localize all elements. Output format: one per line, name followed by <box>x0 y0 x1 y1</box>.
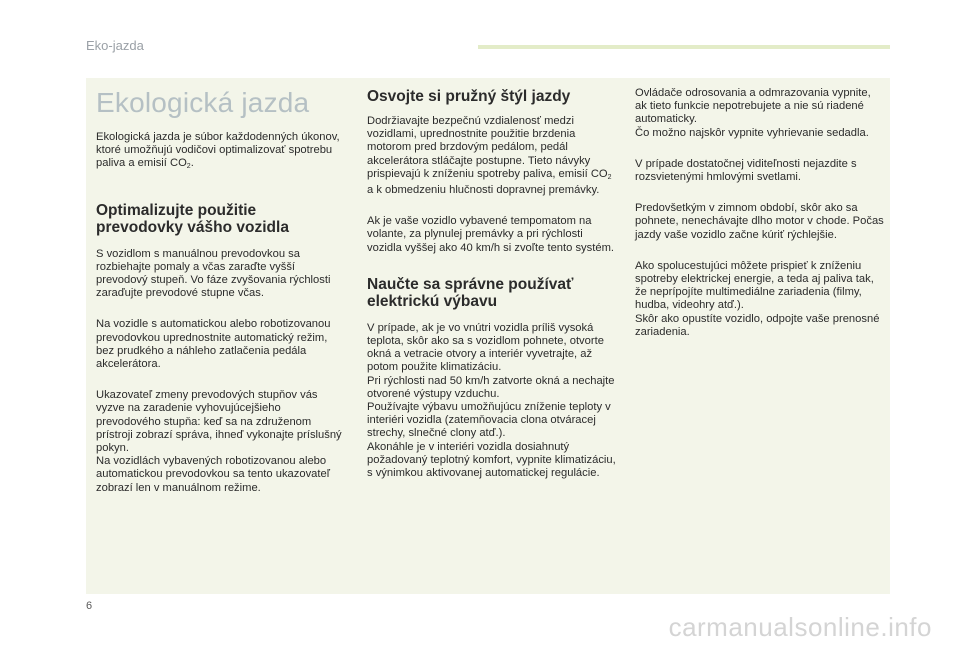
content-panel <box>86 78 890 594</box>
paragraph-winter: Predovšetkým v zimnom období, skôr ako sa pohnete, nenechávajte dlho motor v chode. Počas jazdy vaše vozidlo začne kúriť rýchlejšie. <box>635 202 884 241</box>
safe-distance-subscript: 2 <box>607 173 612 181</box>
page-number: 6 <box>86 600 93 612</box>
paragraph-manual-gearbox: S vozidlom s manuálnou prevodovkou sa rozbiehajte pomaly a včas zaraďte vyšší prevodový stupeň. Vo fáze zvyšovania rýchlosti zaraďujte prevodové stupne včas. <box>96 247 331 300</box>
intro-text: Ekologická jazda je súbor každodenných úkonov, ktoré umožňujú vodičovi optimalizovať spotrebu paliva a emisií CO <box>96 131 340 170</box>
paragraph-fog-lights: V prípade dostatočnej viditeľnosti nejazdite s rozsvietenými hmlovými svetlami. <box>635 157 857 184</box>
column-2 <box>367 78 617 480</box>
heading-gearbox-line1: Optimalizujte použitie <box>96 201 257 219</box>
column-1 <box>96 78 346 495</box>
paragraph-gear-indicator-robot: Na vozidlách vybavených robotizovanou alebo automatickou prevodovkou sa tento ukazovateľ zobrazí len v manuálnom režime. <box>96 455 330 494</box>
heading-gearbox-line2: prevodovky vášho vozidla <box>96 218 289 236</box>
heading-equipment-line2: elektrickú výbavu <box>367 292 498 310</box>
intro-end: . <box>190 157 194 170</box>
paragraph-shading: Používajte výbavu umožňujúcu zníženie teploty v interiéri vozidla (zatemňovacia clona otváracej strechy, slnečné clony atď.). <box>367 401 611 440</box>
paragraph-safe-distance <box>367 115 617 197</box>
paragraph-cruise-control: Ak je vaše vozidlo vybavené tempomatom na volante, za plynulej premávky a pri rýchlosti vozidla vyššej ako 40 km/h si zvoľte tento systém. <box>367 215 614 254</box>
heading-electrical-equipment <box>367 276 617 310</box>
safe-distance-text: Dodržiavajte bezpečnú vzdialenosť medzi vozidlami, uprednostnite použitie brzdenia motorom pred brzdovým pedálom, pedál akcelerátora stláčajte postupne. Tieto návyky prispievajú k zníženiu spotreby paliva, emisií CO <box>367 115 608 180</box>
intro-subscript: 2 <box>186 163 191 171</box>
heading-gearbox <box>96 202 346 236</box>
heading-driving-style: Osvojte si pružný štýl jazdy <box>367 88 571 105</box>
page-title: Ekologická jazda <box>96 87 310 118</box>
paragraph-unplug-devices: Skôr ako opustíte vozidlo, odpojte vaše prenosné zariadenia. <box>635 312 880 338</box>
paragraph-ventilation: V prípade, ak je vo vnútri vozidla príliš vysoká teplota, skôr ako sa s vozidlom pohnete, otvorte okná a vetracie otvory a interiér vyvetrajte, až potom použite klimatizáciu. <box>367 321 604 374</box>
column-3 <box>635 78 885 339</box>
section-header-title: Eko-jazda <box>86 38 144 53</box>
section-header-bar <box>478 45 890 49</box>
paragraph-passenger: Ako spolucestujúci môžete prispieť k zníženiu spotreby elektrickej energie, a teda aj paliva tak, že neprípojíte multimediálne zariadenia (filmy, hudba, videohry atď.). <box>635 259 874 312</box>
intro-paragraph <box>96 131 346 174</box>
heading-equipment-line1: Naučte sa správne používať <box>367 275 574 293</box>
paragraph-defrost: Ovládače odrosovania a odmrazovania vypnite, ak tieto funkcie nepotrebujete a nie sú riadené automaticky. <box>635 87 871 126</box>
paragraph-seat-heating: Čo možno najskôr vypnite vyhrievanie sedadla. <box>635 126 869 139</box>
safe-distance-end: a k obmedzeniu hlučnosti dopravnej premávky. <box>367 184 600 197</box>
watermark-logo: carmanualsonline.info <box>668 612 932 642</box>
paragraph-automatic-gearbox: Na vozidle s automatickou alebo robotizovanou prevodovkou uprednostnite automatický režim, bez prudkého a náhleho zatlačenia pedála akcelerátora. <box>96 318 331 371</box>
paragraph-gear-indicator: Ukazovateľ zmeny prevodových stupňov vás vyzve na zaradenie vyhovujúcejšieho prevodového stupňa: keď sa na združenom prístroji zobrazí správa, ihneď vykonajte príslušný pokyn. <box>96 389 342 455</box>
paragraph-windows: Pri rýchlosti nad 50 km/h zatvorte okná a nechajte otvorené výstupy vzduchu. <box>367 374 615 400</box>
paragraph-air-conditioning: Akonáhle je v interiéri vozidla dosiahnutý požadovaný teplotný komfort, vypnite klimatizáciu, s výnimkou aktivovanej automatickej regulácie. <box>367 440 616 480</box>
